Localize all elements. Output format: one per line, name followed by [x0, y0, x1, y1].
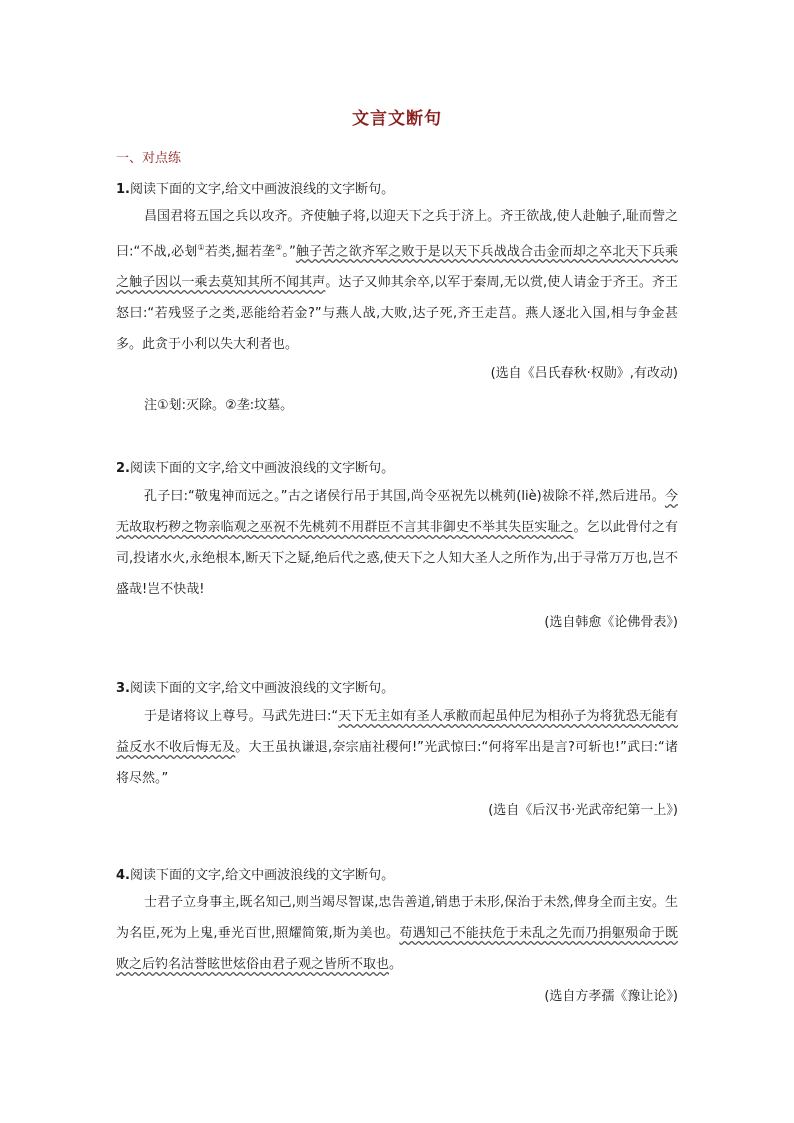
wavy-underlined-text: 苟遇知己不能扶危于未乱之先而乃捐躯殒命于既败之后钓名沽誉眩世炫俗由君子观之皆所不取也 [116, 926, 678, 972]
question-1-source: (选自《吕氏春秋·权勋》,有改动) [490, 366, 678, 381]
section-heading: 一、对点练 [116, 151, 182, 166]
question-4-heading [116, 864, 394, 883]
question-1-heading [116, 178, 394, 197]
passage-text: 。 [389, 957, 403, 972]
question-2-source: (选自韩愈《论佛骨表》) [544, 615, 678, 630]
wavy-underlined-text: 天下无主如有圣人承敝而起虽仲尼为相孙子为将犹恐无能有益反水不收后悔无及 [116, 709, 678, 755]
question-1-note: 注①刬:灭除。②垄:坟墓。 [144, 398, 294, 413]
passage-text: 孔子曰:“敬鬼神而远之。”古之诸侯行吊于其国,尚令巫祝先以桃茢(liè)祓除不祥,然后进吊。 [144, 489, 665, 504]
footnote-marker: ① [197, 243, 205, 252]
passage-text: 。乞以此骨付之有司,投诸水火,永绝根本,断天下之疑,绝后代之惑,使天下之人知大圣人之所作为,出于寻常万万也,岂不盛哉!岂不快哉! [116, 520, 678, 597]
question-4-source: (选自方孝孺《豫让论》) [544, 989, 678, 1004]
question-prompt: 阅读下面的文字,给文中画波浪线的文字断句。 [129, 182, 395, 197]
passage-text: 。达子又帅其余卒,以军于秦周,无以赏,使人请金于齐王。齐王怒曰:“若残竖子之类,恶能给若金?”与燕人战,大败,达子死,齐王走莒。燕人逐北入国,相与争金甚多。此贪于小利以失大利者也。 [116, 275, 678, 353]
question-1-passage [116, 201, 678, 360]
passage-text: 。大王虽执谦退,奈宗庙社稷何!”光武惊曰:“何将军出是言?可斩也!”武曰:“诸将尽然。” [116, 740, 678, 786]
passage-text: 昌国君将五国之兵以攻齐。齐使触子将,以迎天下之兵于济上。齐王欲战,使人赴触子,耻而訾之曰:“不战,必刬 [116, 209, 678, 260]
question-3-heading [116, 677, 394, 696]
question-2-passage [116, 481, 678, 605]
passage-text: 士君子立身事主,既名知己,则当竭尽智谋,忠告善道,销患于未形,保治于未然,俾身全而主安。生为名臣,死为上鬼,垂光百世,照耀简策,斯为美也。 [116, 895, 678, 941]
question-number: 4. [116, 868, 130, 883]
passage-text: 。” [282, 244, 296, 260]
question-prompt: 阅读下面的文字,给文中画波浪线的文字断句。 [129, 868, 395, 883]
passage-text: 于是诸将议上尊号。马武先进曰:“ [144, 709, 339, 724]
wavy-underlined-text: 触子苦之欲齐军之败于是以天下兵战战合击金而却之卒北天下兵乘之触子因以一乘去莫知其所不闻其声 [116, 244, 678, 291]
footnote-marker: ② [275, 243, 283, 252]
question-number: 1. [116, 182, 130, 197]
question-2-heading [116, 457, 394, 476]
question-number: 2. [116, 461, 130, 476]
question-prompt: 阅读下面的文字,给文中画波浪线的文字断句。 [129, 461, 395, 476]
page-title: 文言文断句 [352, 109, 442, 129]
question-3-passage [116, 701, 678, 794]
passage-text: 若类,掘若垄 [204, 244, 276, 260]
question-prompt: 阅读下面的文字,给文中画波浪线的文字断句。 [129, 681, 395, 696]
wavy-underlined-text: 今无故取朽秽之物亲临观之巫祝不先桃茢不用群臣不言其非御史不举其失臣实耻之 [116, 489, 678, 535]
question-3-source: (选自《后汉书·光武帝纪第一上》) [488, 803, 678, 818]
question-number: 3. [116, 681, 130, 696]
question-4-passage [116, 887, 678, 980]
